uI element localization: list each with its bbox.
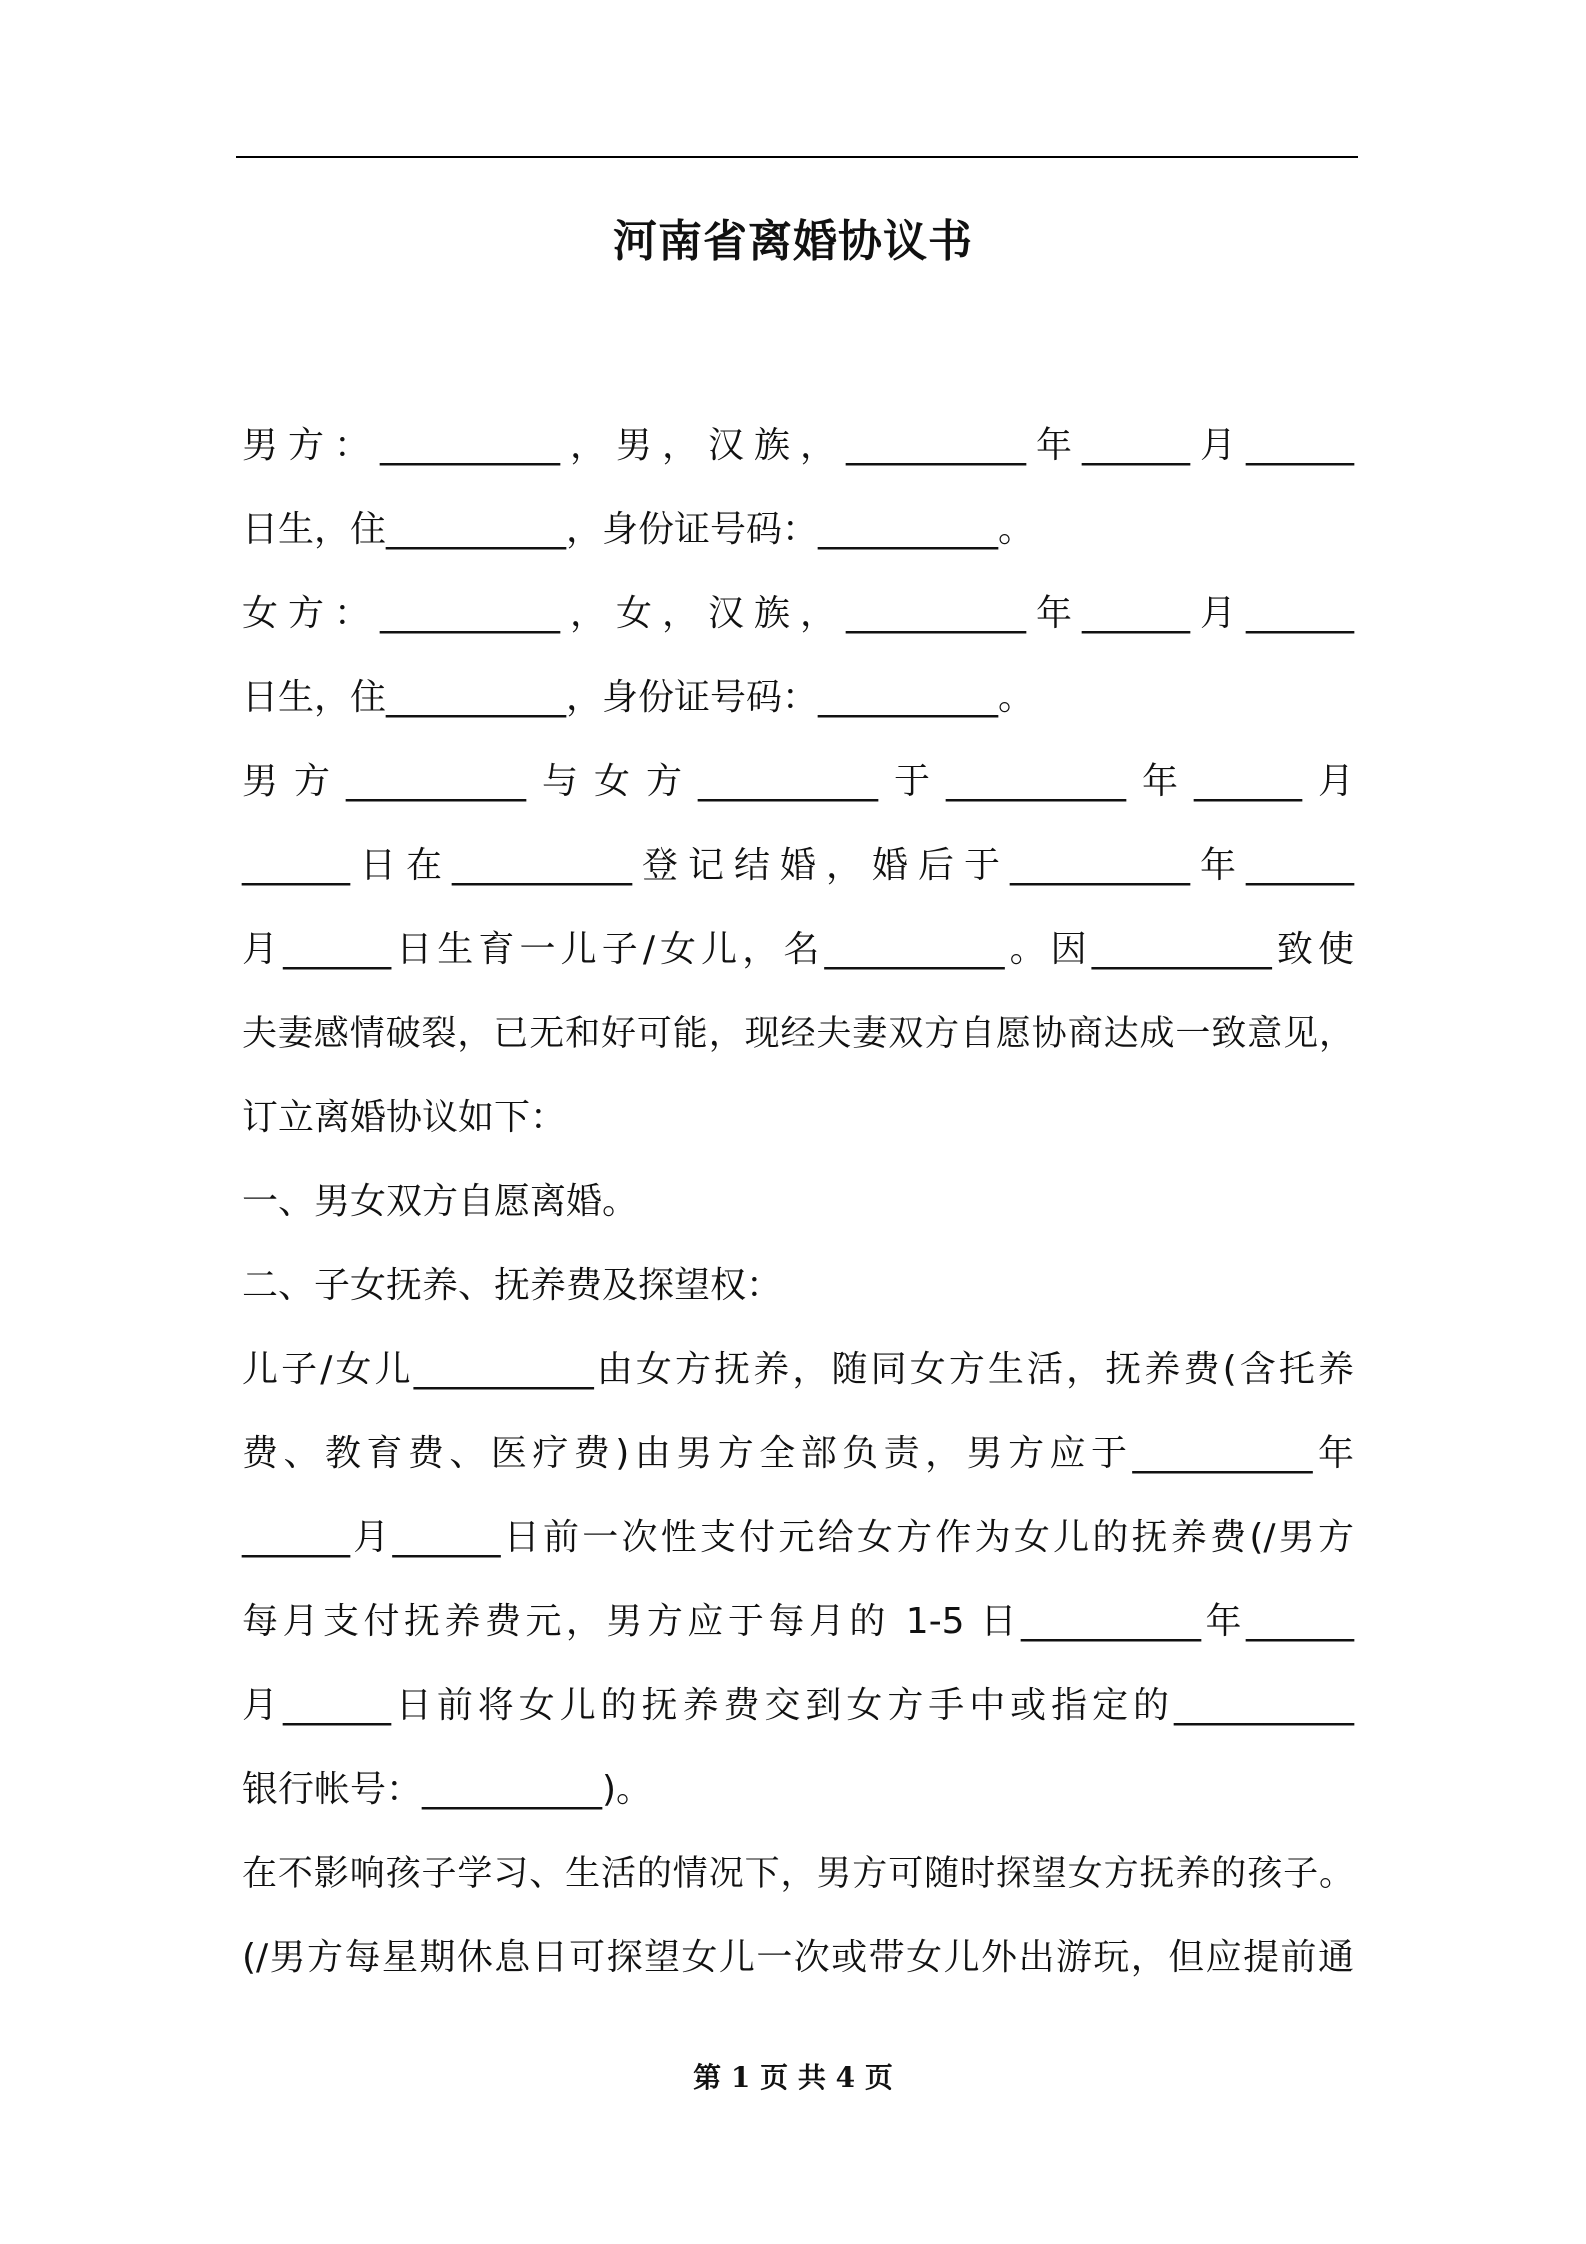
body-line: 男方：__________，男，汉族，__________年______月______ bbox=[242, 425, 1354, 466]
body-line: 儿子/女儿__________由女方抚养，随同女方生活，抚养费(含托养 bbox=[242, 1349, 1354, 1390]
body-line: ______日在__________登记结婚，婚后于__________年______ bbox=[242, 845, 1354, 886]
body-line: 女方：__________，女，汉族，__________年______月______ bbox=[242, 593, 1354, 634]
document-body bbox=[242, 404, 1354, 2000]
body-line: 日生，住__________，身份证号码：__________。 bbox=[242, 677, 1035, 718]
body-line: ______月______日前一次性支付元给女方作为女儿的抚养费(/男方 bbox=[242, 1517, 1354, 1558]
body-line: 一、男女双方自愿离婚。 bbox=[242, 1181, 639, 1222]
document-title: 河南省离婚协议书 bbox=[613, 216, 973, 267]
body-line: 银行帐号：__________)。 bbox=[242, 1769, 653, 1810]
header-rule bbox=[236, 156, 1358, 158]
body-line: (/男方每星期休息日可探望女儿一次或带女儿外出游玩，但应提前通 bbox=[242, 1937, 1354, 1978]
body-line: 在不影响孩子学习、生活的情况下，男方可随时探望女方抚养的孩子。 bbox=[242, 1854, 1354, 1894]
body-line: 订立离婚协议如下： bbox=[242, 1097, 567, 1138]
body-line: 月______日前将女儿的抚养费交到女方手中或指定的__________ bbox=[242, 1685, 1354, 1726]
body-line: 二、子女抚养、抚养费及探望权： bbox=[242, 1265, 783, 1306]
body-line: 月______日生育一儿子/女儿，名__________。因__________致使 bbox=[242, 929, 1354, 970]
body-line: 费、教育费、医疗费)由男方全部负责，男方应于__________年 bbox=[242, 1433, 1354, 1474]
body-line: 每月支付抚养费元，男方应于每月的 1-5 日__________年______ bbox=[242, 1601, 1354, 1642]
page-footer: 第 1 页 共 4 页 bbox=[693, 2061, 893, 2094]
body-line: 夫妻感情破裂，已无和好可能，现经夫妻双方自愿协商达成一致意见， bbox=[242, 1014, 1354, 1054]
body-line: 男方__________与女方__________于__________年______月 bbox=[242, 761, 1354, 802]
body-line: 日生，住__________，身份证号码：__________。 bbox=[242, 509, 1035, 550]
